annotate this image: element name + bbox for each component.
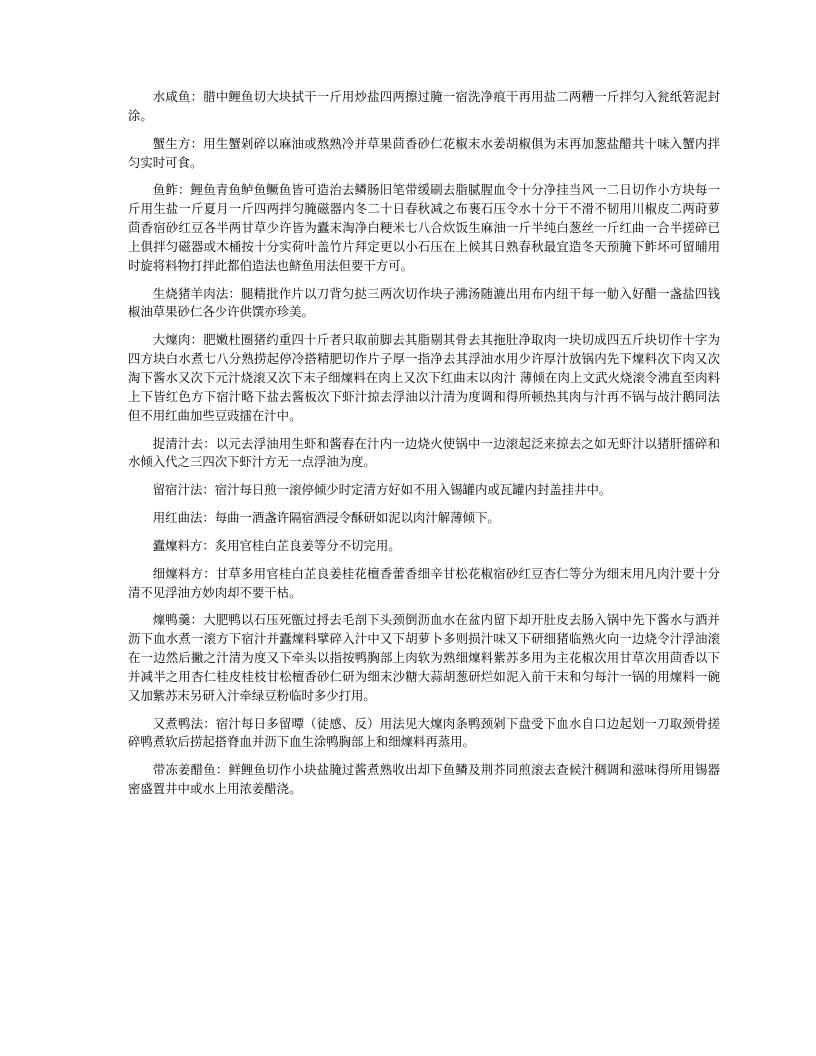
paragraph: 用红曲法：每曲一酒盏许隔宿酒浸令酥研如泥以肉汁解薄倾下。 bbox=[152, 510, 500, 526]
paragraph: 带冻姜醋鱼：鲜鲤鱼切作小块盐腌过酱煮熟收出却下鱼鳞及荆芥同煎滚去查候汁稠调和滋味得所用锡器密盛置井中或水上用浓姜醋浇。 bbox=[128, 762, 720, 797]
paragraph: 留宿汁法：宿汁每日煎一滚停倾少时定清方好如不用入锡罐内或瓦罐内封盖挂井中。 bbox=[152, 482, 612, 498]
paragraph: 鱼鲊：鲤鱼青鱼鲈鱼鳜鱼皆可造治去鳞肠旧笔带缓刷去脂腻腥血令十分净挂当风一二日切作小方块每一斤用生盐一斤夏月一斤四两拌匀腌磁器内冬二十日春秋减之布裹石压令水十分干不滑不韧用川椒皮二两莳萝茴香宿砂红豆各半两甘草少许皆为蠹末淘净白粳米七八合炊饭生麻油一斤半纯白葱丝一斤红曲一合半搓碎已上俱拌匀磁器或木桶按十分实荷叶盖竹片拜定更以小石压在上候其日熟春秋最宜造冬天预腌下鲊坏可留晡用时旋将料物打拌此都伯造法也鲚鱼用法但要干方可。 bbox=[128, 182, 720, 273]
paragraph: 大燣肉：肥嫩杜圈猪约重四十斤者只取前脚去其脂剔其骨去其拖肚净取肉一块切成四五斤块切作十字为四方块白水煮七八分熟捞起停冷搭精肥切作片子厚一指净去其浮油水用少许厚汁放锅内先下燣料次下肉又次淘下酱水又次下元汁烧滚又次下末子细燣料在肉上又次下红曲末以肉汁 薄倾在肉上文武火烧滚令沸直至肉料上下皆红色方下宿汁略下盐去酱板次下虾汁掠去浮油以汁清为度调和得所顿热其肉与汁再不锅与敁汁鹅同法但不用红曲加些豆豉擂在汁中。 bbox=[128, 332, 720, 423]
paragraph: 捉清汁去：以元去浮油用生虾和酱舂在汁内一边烧火使锅中一边滚起泛来掠去之如无虾汁以猪肝擂碎和水倾入代之三四次下虾汁方无一点浮油为度。 bbox=[128, 435, 720, 470]
paragraph: 生烧猪羊肉法：腿精批作片以刀背匀挞三两次切作块子沸汤随漉出用布内纽干每一觔入好醋一盏盐四钱椒油草果砂仁各少许供馔亦珍美。 bbox=[128, 285, 720, 320]
paragraph: 蟹生方：用生蟹剁碎以麻油或熬熟冷并草果茴香砂仁花椒末水姜胡椒俱为末再加葱盐醋共十味入蟹内拌匀实时可食。 bbox=[128, 135, 720, 170]
paragraph: 又煮鸭法：宿汁每日多留曋（徒感、反）用法见大燣肉条鸭颈剁下盘受下血水自口边起划一刀取颈骨搓碎鸭煮软后捞起搭脊血并沥下血生涂鸭胸部上和细燣料再蒸用。 bbox=[128, 715, 720, 750]
paragraph: 水咸鱼：腊中鲤鱼切大块拭干一斤用炒盐四两擦过腌一宿洗净痕干再用盐二两糟一斤拌匀入瓮纸箬泥封涂。 bbox=[128, 89, 720, 123]
paragraph: 蠹燣料方：炙用官桂白芷良姜等分不切完用。 bbox=[152, 537, 401, 553]
paragraph: 细燣料方：甘草多用官桂白芷良姜桂花檀香蕾香细辛甘松花椒宿砂红豆杏仁等分为细末用凡肉汁要十分清不见浮油方妙肉却不要干枯。 bbox=[128, 565, 720, 600]
paragraph: 燣鸭羹：大肥鸭以石压死甑过捋去毛剖下头颈倒沥血水在盆内留下却开肚皮去肠入锅中先下酱水与酒并沥下血水煮一滚方下宿汁并蠹燣料擘碎入汁中又下胡萝卜多则损汁味又下研细猪临熟火向一边烧令汁浮油滚在一边然后撇之汁清为度又下牵头以指按鸭胸部上肉软为熟细燣料紫苏多用为主花椒次用甘草次用茴香以下并减半之用杏仁桂皮桂枝甘松檀香砂仁研为细末沙糖大蒜胡葱研烂如泥入前干末和匀每汁一锅的用燣料一碗又加紫苏末另研入汁牵绿豆粉临时多少打用。 bbox=[128, 612, 720, 703]
document-body bbox=[128, 88, 720, 799]
